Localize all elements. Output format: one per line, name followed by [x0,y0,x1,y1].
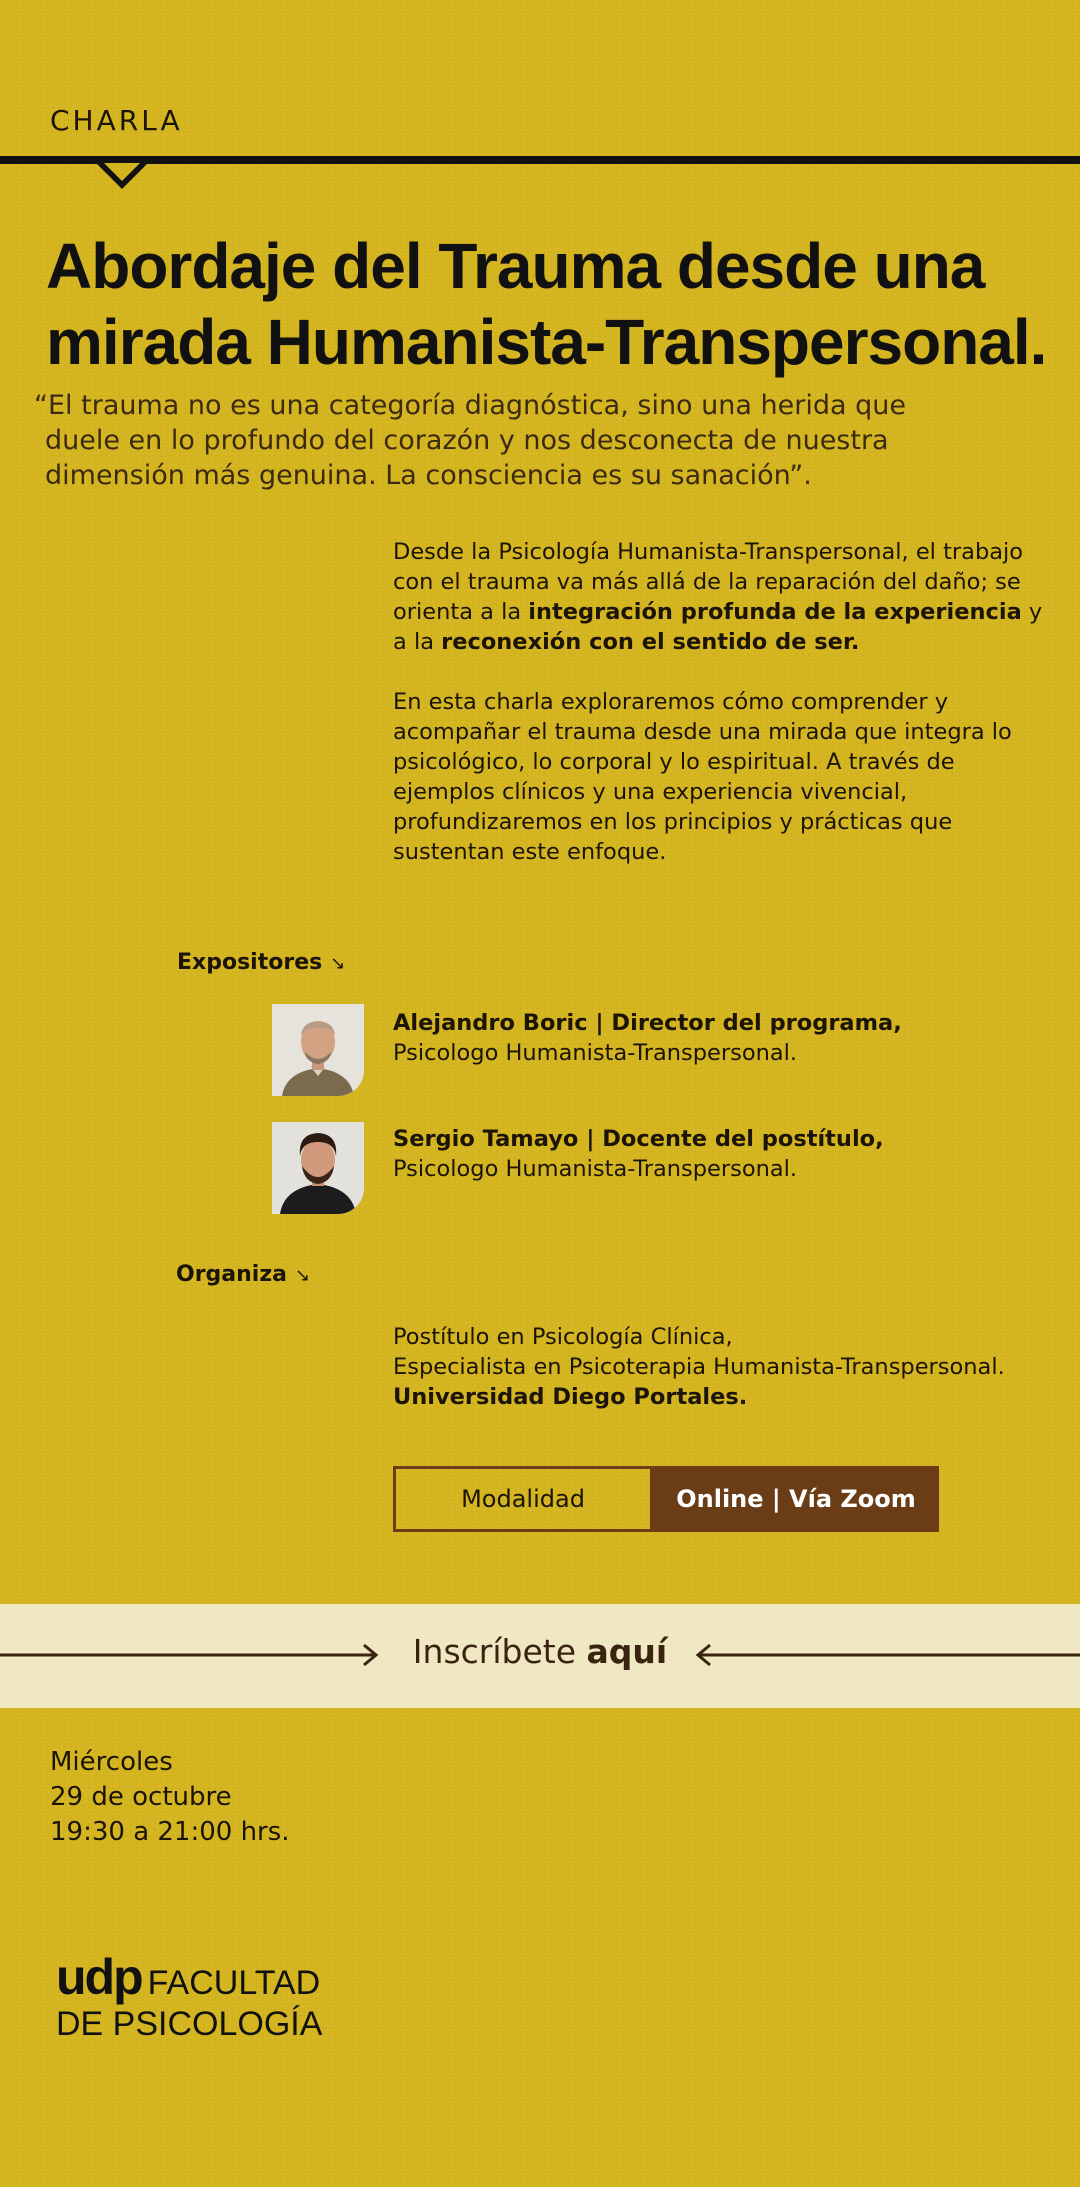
event-quote [34,388,1054,493]
description-paragraph-1 [393,537,1053,657]
description-p1-text-a: Desde la Psicología Humanista-Transpersonal, el trabajo con el trauma va más allá de la reparación del daño; se orienta a la [393,539,1024,625]
event-schedule [50,1745,290,1850]
organizer-info [393,1322,1073,1412]
speaker-2-name: Sergio Tamayo | Docente del postítulo, [393,1126,884,1152]
register-text: Inscríbete [412,1632,587,1671]
arrow-down-right-icon: ↘ [295,1265,311,1286]
description-p1-text-b: y a la [393,599,1043,655]
organizer-university: Universidad Diego Portales. [393,1384,748,1410]
speaker-1-avatar [272,1004,364,1096]
logo-line2: DE PSICOLOGÍA [56,2005,323,2043]
event-title-line2: mirada Humanista-Transpersonal. [46,306,1047,378]
register-link[interactable] [0,1632,1080,1671]
speakers-label [177,950,345,975]
speaker-2-role: Psicologo Humanista-Transpersonal. [393,1156,798,1182]
organizer-label-text: Organiza [176,1262,287,1287]
event-day: Miércoles [50,1747,173,1777]
quote-line2: duele en lo profundo del corazón y nos desconecta de nuestra [45,425,889,456]
event-date: 29 de octubre [50,1782,232,1812]
description-p1-bold-b: reconexión con el sentido de ser. [441,629,860,655]
speaker-1-name: Alejandro Boric | Director del programa, [393,1010,902,1036]
quote-line1: “El trauma no es una categoría diagnóstica, sino una herida que [34,390,906,421]
speaker-2-portrait-icon [272,1122,364,1214]
udp-logo [56,1949,323,2045]
speaker-1-portrait-icon [272,1004,364,1096]
arrow-down-right-icon: ↘ [330,953,346,974]
event-type-tag: CHARLA [50,104,183,137]
header-divider [0,156,1080,164]
organizer-line2: Especialista en Psicoterapia Humanista-Transpersonal. [393,1354,1005,1380]
logo-line1: FACULTAD [147,1964,321,2002]
divider-notch-inner [104,163,140,181]
speaker-1 [393,1008,1053,1068]
modality-value: Online | Vía Zoom [653,1466,939,1532]
organizer-line1: Postítulo en Psicología Clínica, [393,1324,733,1350]
event-description [393,537,1053,897]
speaker-1-role: Psicologo Humanista-Transpersonal. [393,1040,798,1066]
modality-box [393,1466,939,1532]
speakers-label-text: Expositores [177,950,323,975]
quote-line3: dimensión más genuina. La consciencia es su sanación”. [45,460,812,491]
description-p1-bold-a: integración profunda de la experiencia [528,599,1022,625]
description-paragraph-2: En esta charla exploraremos cómo comprender y acompañar el trauma desde una mirada que integra lo psicológico, lo corporal y lo espiritual. A través de ejemplos clínicos y una experiencia vivencial, profundizaremos en los principios y prácticas que sustentan este enfoque. [393,689,1012,865]
speaker-2 [393,1124,1053,1184]
modality-label: Modalidad [393,1466,653,1532]
logo-mark: udp [56,1949,142,2005]
event-time: 19:30 a 21:00 hrs. [50,1817,290,1847]
speaker-2-avatar [272,1122,364,1214]
register-link-bold[interactable]: aquí [586,1632,668,1671]
organizer-label [176,1262,310,1287]
event-title-line1: Abordaje del Trauma desde una [46,230,985,302]
event-title [46,228,1066,380]
